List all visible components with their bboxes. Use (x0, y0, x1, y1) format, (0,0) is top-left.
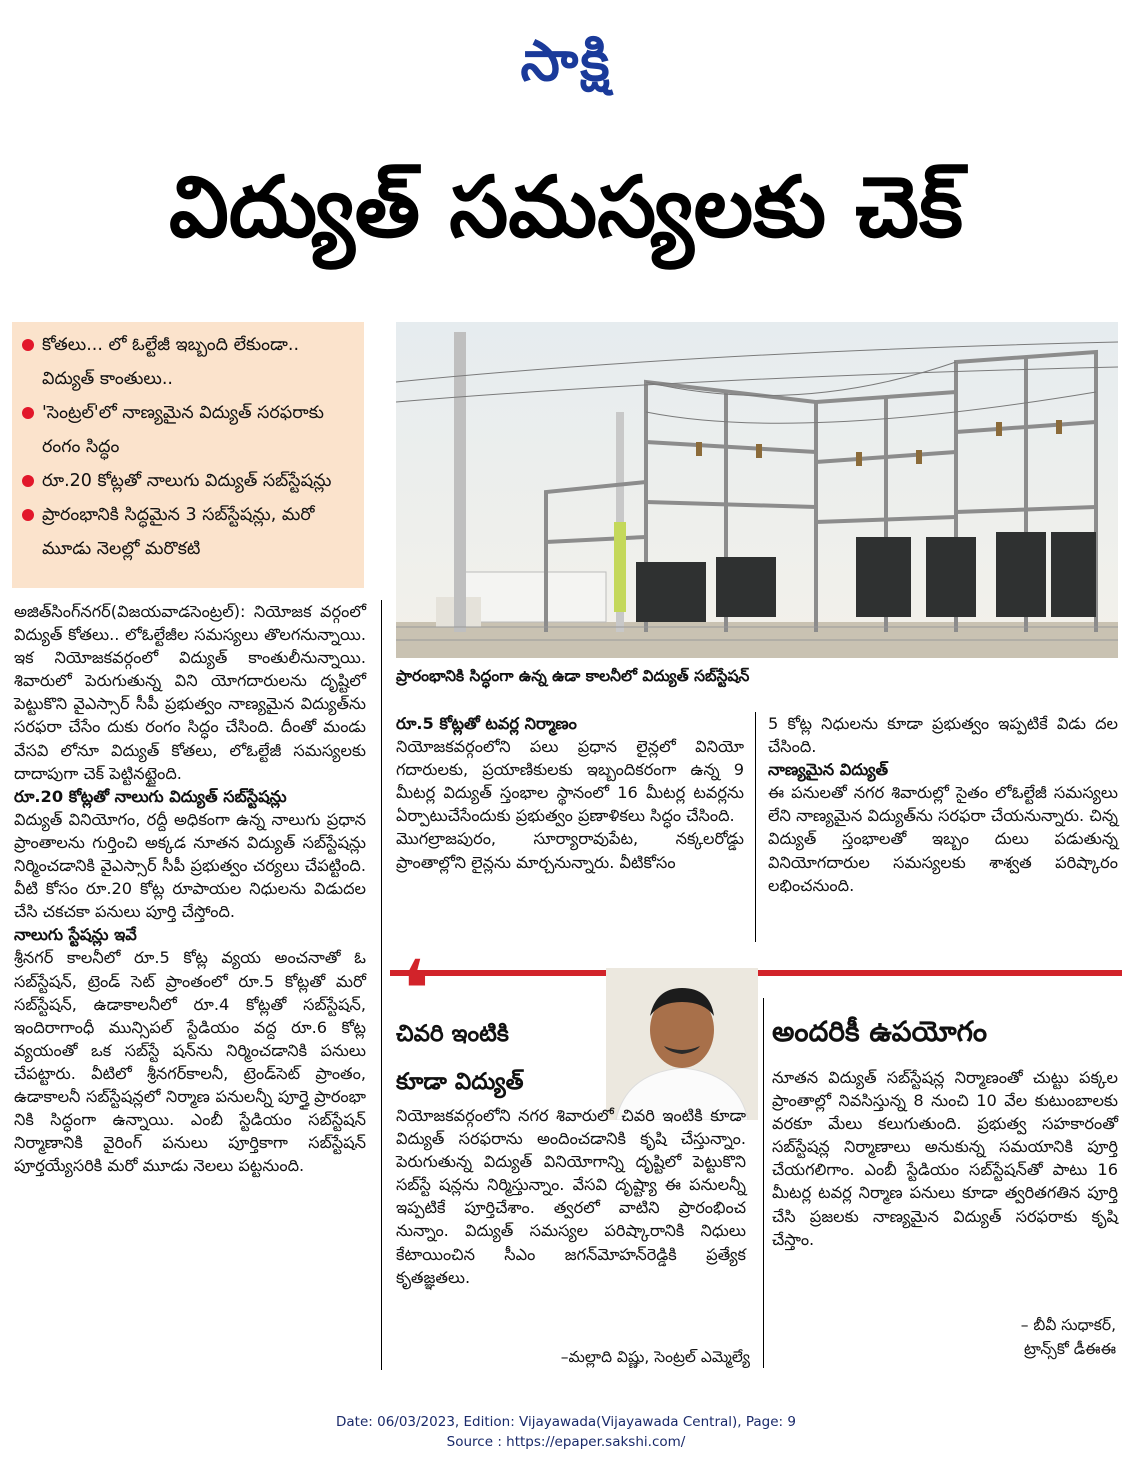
footer-source-line: Source : https://epaper.sakshi.com/ (446, 1434, 686, 1450)
photo-caption: ప్రారంభానికి సిద్ధంగా ఉన్న ఉడా కాలనీలో విద్యుత్ సబ్‌స్టేషన్ (396, 667, 750, 685)
bullet-icon (22, 339, 34, 351)
footer (0, 1412, 1132, 1452)
highlight-item: రూ.20 కోట్లతో నాలుగు విద్యుత్ సబ్‌స్టేషన్లు (20, 464, 356, 498)
article-column-1 (14, 600, 366, 1177)
headline: విద్యుత్ సమస్యలకు చెక్ (169, 158, 963, 256)
substation-photo (396, 322, 1118, 658)
intro-paragraph: అజిత్‌సింగ్‌నగర్(విజయవాడసెంట్రల్): నియోజక వర్గంలో విద్యుత్ కోతలు.. లోఓల్టేజీల సమస్యలు తొలగనున్నాయి. ఇక నియోజకవర్గంలో విద్యుత్ కాంతులీనున్నాయి. శివారులో పెరుగుతున్న విని యోగదారులను దృష్టిలో పెట్టుకొని వైఎస్సార్ సీపీ ప్రభుత్వం నాణ్యమైన విద్యుత్‌ను సరఫరా చేసేం దుకు రంగం సిద్ధం చేసింది. దీంతో మండు వేసవి లోనూ విద్యుత్ కోతలు, లోఓల్టేజీ సమస్యలకు దాదాపుగా చెక్ పెట్టినట్టైంది. (14, 602, 366, 783)
highlight-item: 'సెంట్రల్'లో నాణ్యమైన విద్యుత్ సరఫరాకు రంగం సిద్ధం (20, 396, 356, 464)
footer-date-line: Date: 06/03/2023, Edition: Vijayawada(Vijayawada Central), Page: 9 (336, 1414, 796, 1430)
left-quote-heading: చివరి ఇంటికి కూడా విద్యుత్ (396, 1021, 524, 1095)
bullet-icon (22, 509, 34, 521)
paragraph: ఈ పనులతో నగర శివారుల్లో సైతం లోఓల్టేజీ సమస్యలు లేని నాణ్యమైన విద్యుత్‌ను సరఫరా చేయనున్నారు. చిన్న విద్యుత్ స్తంభాలతో ఇబ్బం దులు పడుతున్న వినియోగదారుల సమస్యలకు శాశ్వత పరిష్కారం లభించనుంది. (768, 783, 1118, 895)
subheading-four-stations: నాలుగు స్టేషన్లు ఇవే (14, 925, 137, 945)
column-divider (755, 712, 756, 942)
highlights-box (12, 322, 364, 588)
bullet-icon (22, 407, 34, 419)
highlight-item: ప్రారంభానికి సిద్ధమైన 3 సబ్‌స్టేషన్లు, మరో మూడు నెలల్లో మరొకటి (20, 498, 356, 566)
mla-portrait (606, 968, 758, 1120)
subheading-20-crore: రూ.20 కోట్లతో నాలుగు విద్యుత్ సబ్‌స్టేషన్లు (14, 786, 287, 806)
right-quote-signature-name: – బీవీ సుధాకర్, (1020, 1316, 1116, 1334)
highlight-item: కోతలు... లో ఓల్టేజీ ఇబ్బంది లేకుండా.. విద్యుత్ కాంతులు.. (20, 328, 356, 396)
paragraph: మొగల్రాజపురం, సూర్యారావుపేట, నక్కలరోడ్డు ప్రాంతాల్లోని లైన్లను మార్చనున్నారు. వీటికోసం (396, 829, 744, 872)
left-quote-body: నియోజకవర్గంలోని నగర శివారులో చివరి ఇంటికి కూడా విద్యుత్ సరఫరాను అందించడానికి కృషి చేస్తున్నాం. పెరుగుతున్న విద్యుత్ వినియోగాన్ని దృష్టిలో పెట్టుకొని సబ్‌స్టే షన్లను నిర్మిస్తున్నాం. వేసవి దృష్ట్యా ఈ పనులన్నీ ఇప్పటికే పూర్తిచేశాం. త్వరలో వాటిని ప్రారంభించ నున్నాం. విద్యుత్ సమస్యల పరిష్కారానికి నిధులు కేటాయించిన సీఎం జగన్‌మోహన్‌రెడ్డికి ప్రత్యేక కృతజ్ఞతలు. (396, 1106, 746, 1287)
paragraph: శ్రీనగర్ కాలనీలో రూ.5 కోట్ల వ్యయ అంచనాతో ఓ సబ్‌స్టేషన్, ట్రెండ్ సెట్ ప్రాంతంలో రూ.5 కోట్లతో మరో సబ్‌స్టేషన్, ఉడాకాలనీలో రూ.4 కోట్లతో సబ్‌స్టేషన్, ఇందిరాగాంధీ మున్సిపల్ స్టేడియం వద్ద రూ.6 కోట్ల వ్యయంతో ఒక సబ్‌స్టే షన్‌ను నిర్మించడానికి పనులు చేపట్టారు. వీటిలో శ్రీనగర్‌కాలనీ, ట్రెండ్‌సెట్ ప్రాంతం, ఉడాకాలనీ సబ్‌స్టేషన్లలో నిర్మాణ పనులన్నీ పూర్తై ప్రారంభా నికి సిద్ధంగా ఉన్నాయి. ఎంబీ స్టేడియం సబ్‌స్టేషన్ నిర్మాణానికి వైరింగ్ పనులు పూర్తికాగా సబ్‌స్టేషన్ పూర్తయ్యేసరికి మరో మూడు నెలలు పట్టనుంది. (14, 948, 366, 1176)
article-column-3 (768, 712, 1118, 897)
right-quote-body: నూతన విద్యుత్ సబ్‌స్టేషన్ల నిర్మాణంతో చుట్టు పక్కల ప్రాంతాల్లో నివసిస్తున్న 8 నుంచి 10 వేల కుటుంబాలకు వరకూ మేలు కలుగుతుంది. ప్రభుత్వ సహకారంతో సబ్‌స్టేషన్ల నిర్మాణాలు అనుకున్న సమయానికి పూర్తి చేయగలిగాం. ఎంబీ స్టేడియం సబ్‌స్టేషన్‌తో పాటు 16 మీటర్ల టవర్ల నిర్మాణ పనులు కూడా త్వరితగతిన పూర్తి చేసి ప్రజలకు నాణ్యమైన విద్యుత్ సరఫరాకు కృషి చేస్తాం. (772, 1068, 1118, 1249)
right-quote-signature-title: ట్రాన్స్‌కో డీఈఈ (1024, 1340, 1116, 1358)
paragraph: 5 కోట్ల నిధులను కూడా ప్రభుత్వం ఇప్పటికే విడు దల చేసింది. (768, 714, 1118, 757)
article-column-2 (396, 712, 744, 874)
right-quote-heading: అందరికీ ఉపయోగం (772, 1015, 988, 1048)
paragraph: విద్యుత్ వినియోగం, రద్దీ అధికంగా ఉన్న నాలుగు ప్రధాన ప్రాంతాలను గుర్తించి అక్కడ నూతన విద్యుత్ సబ్‌స్టేషన్లు నిర్మించడానికి వైఎస్సార్ సీపీ ప్రభుత్వం చర్యలు చేపట్టింది. వీటి కోసం రూ.20 కోట్ల రూపాయల నిధులను విడుదల చేసి చకచకా పనులు పూర్తి చేస్తోంది. (14, 809, 366, 922)
masthead-logo: సాక్షి (520, 29, 612, 94)
subheading-quality-power: నాణ్యమైన విద్యుత్ (768, 760, 889, 780)
left-quote-signature: –మల్లాది విష్ణు, సెంట్రల్ ఎమ్మెల్యే (560, 1348, 750, 1366)
column-divider (763, 998, 764, 1368)
quote-icon: ❛ (402, 943, 430, 1036)
subheading-towers: రూ.5 కోట్లతో టవర్ల నిర్మాణం (396, 714, 577, 733)
paragraph: నియోజకవర్గంలోని పలు ప్రధాన లైన్లలో వినియో గదారులకు, ప్రయాణికులకు ఇబ్బందికరంగా ఉన్న 9 మీటర్ల విద్యుత్ స్తంభాల స్థానంలో 16 మీటర్ల టవర్లను ఏర్పాటుచేసేందుకు ప్రభుత్వం ప్రణాళికలు సిద్ధం చేసింది. (396, 737, 744, 826)
column-divider (381, 600, 382, 1370)
bullet-icon (22, 475, 34, 487)
